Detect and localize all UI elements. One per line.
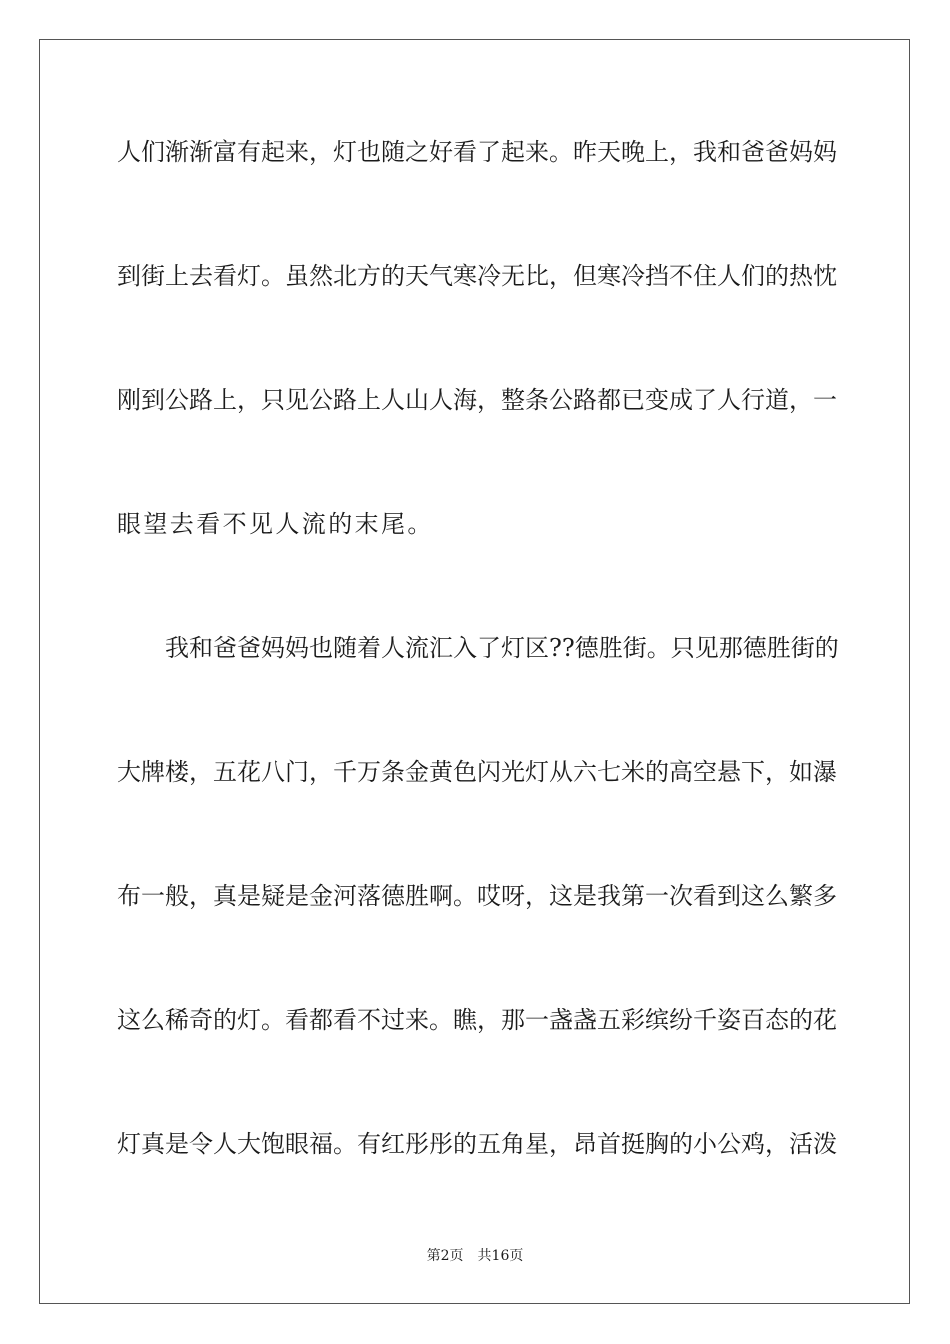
paragraph-line-3: 刚到公路上，只见公路上人山人海，整条公路都已变成了人行道，一: [117, 386, 837, 414]
page-footer: [0, 1247, 950, 1265]
paragraph-line-7: 布一般，真是疑是金河落德胜啊。哎呀，这是我第一次看到这么繁多: [117, 882, 837, 910]
paragraph-line-8: 这么稀奇的灯。看都看不过来。瞧，那一盏盏五彩缤纷千姿百态的花: [117, 1006, 837, 1034]
paragraph-line-4: 眼望去看不见人流的末尾。: [117, 510, 434, 538]
paragraph-line-5: 我和爸爸妈妈也随着人流汇入了灯区??德胜街。只见那德胜街的: [165, 634, 839, 662]
paragraph-line-1: 人们渐渐富有起来，灯也随之好看了起来。昨天晚上，我和爸爸妈妈: [117, 138, 837, 166]
paragraph-line-2: 到街上去看灯。虽然北方的天气寒冷无比，但寒冷挡不住人们的热忱: [117, 262, 837, 290]
page-number: 第2页: [426, 1248, 464, 1264]
paragraph-line-9: 灯真是令人大饱眼福。有红彤彤的五角星，昂首挺胸的小公鸡，活泼: [117, 1130, 837, 1158]
page-total: 共16页: [477, 1248, 524, 1264]
paragraph-line-6: 大牌楼，五花八门，千万条金黄色闪光灯从六七米的高空悬下，如瀑: [117, 758, 837, 786]
page-border: [39, 39, 910, 1304]
